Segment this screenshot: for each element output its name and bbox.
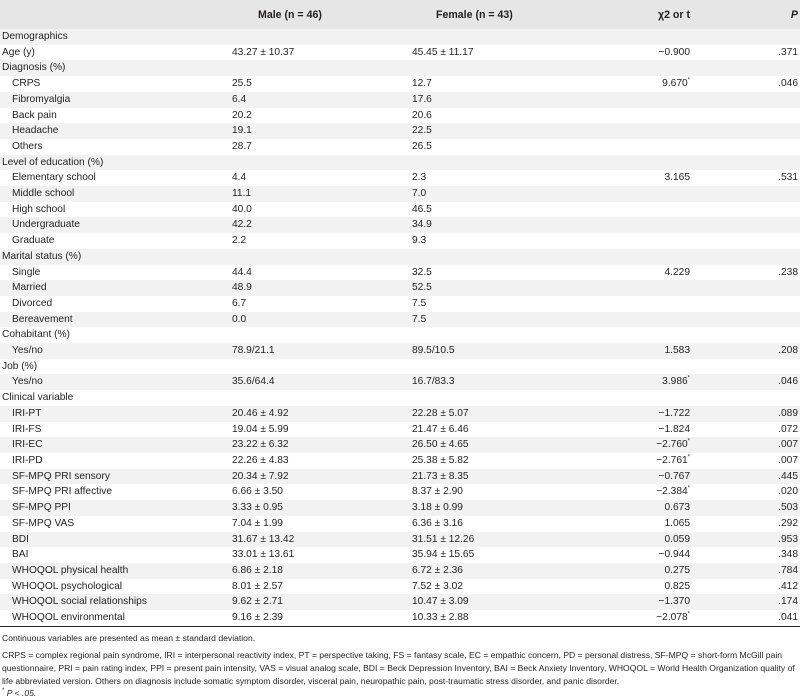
row-label: Undergraduate bbox=[0, 217, 228, 233]
row-label: Job (%) bbox=[2, 360, 38, 372]
row-label: Marital status (%) bbox=[0, 249, 228, 265]
cell-p-value bbox=[698, 139, 800, 155]
cell-p-value bbox=[698, 390, 800, 406]
row-label: SF-MPQ VAS bbox=[12, 517, 75, 529]
row-label: Married bbox=[0, 280, 228, 296]
cell-male: 28.7 bbox=[232, 140, 252, 152]
row-label: SF-MPQ PRI sensory bbox=[0, 469, 228, 485]
row-label: IRI-PT bbox=[0, 406, 228, 422]
cell-male bbox=[228, 390, 388, 406]
table-row bbox=[0, 280, 800, 296]
table-row bbox=[0, 76, 800, 92]
row-label: CRPS bbox=[12, 78, 41, 90]
row-label: Age (y) bbox=[2, 46, 35, 58]
cell-p-value: .503 bbox=[698, 500, 800, 516]
significance-mark: * bbox=[687, 486, 690, 492]
cell-statistic bbox=[564, 155, 698, 171]
cell-p-value bbox=[698, 60, 800, 76]
row-label: Single bbox=[12, 266, 41, 278]
cell-female: 31.51 ± 12.26 bbox=[388, 532, 564, 548]
footnote-text: P < .05. bbox=[6, 688, 37, 699]
table-row bbox=[0, 202, 800, 218]
cell-female: 10.47 ± 3.09 bbox=[388, 594, 564, 610]
cell-statistic bbox=[564, 92, 698, 108]
cell-statistic bbox=[564, 233, 698, 249]
header-male: Male (n = 46) bbox=[228, 0, 388, 29]
table-row bbox=[0, 170, 800, 186]
cell-statistic bbox=[564, 280, 698, 296]
row-label: Others bbox=[12, 140, 43, 152]
cell-p-value bbox=[698, 233, 800, 249]
row-label: Level of education (%) bbox=[0, 155, 228, 171]
table-row bbox=[0, 249, 800, 265]
row-label: IRI-PD bbox=[12, 454, 43, 466]
cell-p-value bbox=[698, 186, 800, 202]
cell-statistic: 4.229 bbox=[664, 266, 690, 278]
cell-male: 11.1 bbox=[228, 186, 388, 202]
row-label: Graduate bbox=[12, 235, 55, 247]
cell-female: 89.5/10.5 bbox=[388, 343, 564, 359]
cell-male: 33.01 ± 13.61 bbox=[232, 549, 295, 561]
cell-p-value bbox=[698, 108, 800, 124]
row-label: Fibromyalgia bbox=[0, 92, 228, 108]
cell-statistic: −0.767 bbox=[564, 469, 698, 485]
row-label: Yes/no bbox=[0, 343, 228, 359]
table-row bbox=[0, 610, 800, 626]
cell-female bbox=[388, 327, 564, 343]
row-label: WHOQOL psychological bbox=[12, 580, 123, 592]
cell-female: 25.38 ± 5.82 bbox=[412, 454, 469, 466]
table-row bbox=[0, 45, 800, 61]
cell-statistic: −2.761* bbox=[656, 454, 690, 466]
cell-statistic: 1.065 bbox=[664, 517, 690, 529]
cell-female: 26.5 bbox=[412, 140, 432, 152]
cell-p-value: .292 bbox=[778, 517, 798, 529]
cell-p-value: .445 bbox=[698, 469, 800, 485]
cell-statistic: 1.583 bbox=[564, 343, 698, 359]
cell-statistic: −0.944 bbox=[658, 549, 690, 561]
table-row bbox=[0, 563, 800, 579]
cell-statistic bbox=[564, 123, 698, 139]
table-row bbox=[0, 374, 800, 390]
cell-male bbox=[228, 249, 388, 265]
table-row bbox=[0, 547, 800, 563]
table-row bbox=[0, 265, 800, 281]
table-row bbox=[0, 359, 800, 375]
cell-female: 7.5 bbox=[388, 312, 564, 328]
cell-male: 20.46 ± 4.92 bbox=[228, 406, 388, 422]
cell-p-value: .412 bbox=[778, 580, 798, 592]
cell-statistic: 0.275 bbox=[564, 563, 698, 579]
cell-p-value bbox=[698, 296, 800, 312]
row-label: BDI bbox=[0, 532, 228, 548]
row-label: Cohabitant (%) bbox=[2, 329, 70, 341]
table-row bbox=[0, 327, 800, 343]
cell-male: 20.2 bbox=[232, 109, 252, 121]
row-label: Headache bbox=[0, 123, 228, 139]
cell-male: 9.62 ± 2.71 bbox=[228, 594, 388, 610]
cell-female: 22.5 bbox=[388, 123, 564, 139]
table-row bbox=[0, 217, 800, 233]
row-label: Clinical variable bbox=[2, 392, 74, 404]
cell-p-value: .020 bbox=[778, 486, 798, 498]
cell-p-value bbox=[698, 92, 800, 108]
cell-p-value: .041 bbox=[778, 612, 798, 624]
cell-female: 2.3 bbox=[412, 172, 427, 184]
row-label: WHOQOL physical health bbox=[0, 563, 228, 579]
significance-mark: * bbox=[687, 454, 690, 461]
row-label: Yes/no bbox=[0, 374, 228, 390]
cell-female bbox=[388, 390, 564, 406]
cell-male: 6.66 ± 3.50 bbox=[232, 486, 283, 498]
cell-female: 6.72 ± 2.36 bbox=[388, 563, 564, 579]
table-row bbox=[0, 516, 800, 532]
cell-male: 9.16 ± 2.39 bbox=[232, 612, 283, 624]
cell-statistic bbox=[564, 60, 698, 76]
cell-male: 25.5 bbox=[232, 78, 252, 90]
cell-statistic: 3.986* bbox=[564, 374, 698, 390]
cell-male: 8.01 ± 2.57 bbox=[232, 580, 283, 592]
cell-p-value bbox=[698, 217, 800, 233]
table-row bbox=[0, 29, 800, 45]
cell-female: 32.5 bbox=[412, 266, 432, 278]
row-label: Back pain bbox=[12, 109, 57, 121]
table-row bbox=[0, 296, 800, 312]
table-notes bbox=[0, 627, 800, 700]
row-label: Diagnosis (%) bbox=[0, 60, 228, 76]
significance-mark: * bbox=[687, 611, 690, 618]
cell-male: 6.86 ± 2.18 bbox=[228, 563, 388, 579]
cell-female: 9.3 bbox=[412, 235, 427, 247]
cell-p-value: .007 bbox=[698, 437, 800, 453]
table-row bbox=[0, 579, 800, 595]
cell-statistic: −1.824 bbox=[658, 423, 690, 435]
header-statistic: χ2 or t bbox=[564, 0, 698, 29]
table-row bbox=[0, 155, 800, 171]
cell-male: 4.4 bbox=[232, 172, 247, 184]
row-label: Middle school bbox=[0, 186, 228, 202]
cell-female: 52.5 bbox=[388, 280, 564, 296]
row-label: Elementary school bbox=[12, 172, 96, 184]
cell-statistic: 3.165 bbox=[664, 172, 690, 184]
cell-male: 48.9 bbox=[228, 280, 388, 296]
table-row bbox=[0, 60, 800, 76]
cell-statistic: 0.059 bbox=[564, 532, 698, 548]
cell-female bbox=[388, 249, 564, 265]
cell-female: 21.47 ± 6.46 bbox=[412, 423, 469, 435]
table-body bbox=[0, 29, 800, 626]
header-p-value: P bbox=[698, 0, 800, 29]
cell-statistic: −1.370 bbox=[564, 594, 698, 610]
cell-statistic: 0.673 bbox=[564, 500, 698, 516]
table-row bbox=[0, 92, 800, 108]
table-row bbox=[0, 390, 800, 406]
cell-male: 6.7 bbox=[232, 297, 247, 309]
cell-female bbox=[388, 29, 564, 45]
table-row bbox=[0, 233, 800, 249]
cell-female: 45.45 ± 11.17 bbox=[412, 46, 474, 58]
row-label: Bereavement bbox=[0, 312, 228, 328]
row-label: SF-MPQ PPI bbox=[0, 500, 228, 516]
table-row bbox=[0, 594, 800, 610]
cell-male: 35.6/64.4 bbox=[228, 374, 388, 390]
table-row bbox=[0, 453, 800, 469]
row-label: Divorced bbox=[12, 297, 53, 309]
row-label: WHOQOL environmental bbox=[12, 612, 125, 624]
cell-p-value bbox=[698, 249, 800, 265]
cell-p-value: .174 bbox=[698, 594, 800, 610]
cell-female: 7.5 bbox=[412, 297, 427, 309]
cell-male: 44.4 bbox=[232, 266, 252, 278]
cell-male: 19.04 ± 5.99 bbox=[232, 423, 289, 435]
significance-mark: * bbox=[687, 77, 690, 84]
row-label: WHOQOL social relationships bbox=[0, 594, 228, 610]
cell-statistic bbox=[564, 139, 698, 155]
cell-female: 7.0 bbox=[388, 186, 564, 202]
cell-male: 43.27 ± 10.37 bbox=[232, 46, 295, 58]
row-label: Demographics bbox=[0, 29, 228, 45]
cell-male bbox=[228, 60, 388, 76]
cell-statistic: −2.384* bbox=[656, 486, 690, 498]
table-row bbox=[0, 186, 800, 202]
cell-statistic bbox=[564, 327, 698, 343]
cell-p-value: .348 bbox=[778, 549, 798, 561]
cell-p-value bbox=[698, 155, 800, 171]
cell-male: 78.9/21.1 bbox=[228, 343, 388, 359]
cell-statistic: −0.900 bbox=[658, 46, 690, 58]
cell-p-value: .046 bbox=[698, 374, 800, 390]
cell-p-value: .953 bbox=[698, 532, 800, 548]
cell-male: 19.1 bbox=[228, 123, 388, 139]
cell-p-value: .007 bbox=[778, 454, 798, 466]
cell-female bbox=[388, 155, 564, 171]
cell-statistic: 0.825 bbox=[664, 580, 690, 592]
table-row bbox=[0, 123, 800, 139]
significance-mark: * bbox=[687, 376, 690, 383]
cell-female: 46.5 bbox=[412, 203, 432, 215]
cell-female: 20.6 bbox=[412, 109, 432, 121]
cell-male bbox=[228, 29, 388, 45]
cell-male: 22.26 ± 4.83 bbox=[232, 454, 289, 466]
cell-statistic bbox=[564, 29, 698, 45]
cell-female: 34.9 bbox=[388, 217, 564, 233]
cell-male: 23.22 ± 6.32 bbox=[228, 437, 388, 453]
cell-statistic bbox=[564, 202, 698, 218]
cell-female: 12.7 bbox=[412, 78, 432, 90]
cell-statistic bbox=[564, 390, 698, 406]
cell-statistic bbox=[564, 108, 698, 124]
cell-male: 7.04 ± 1.99 bbox=[232, 517, 283, 529]
cell-statistic bbox=[564, 249, 698, 265]
cell-statistic bbox=[564, 359, 698, 375]
cell-statistic bbox=[564, 186, 698, 202]
cell-p-value bbox=[698, 29, 800, 45]
header-female: Female (n = 43) bbox=[388, 0, 564, 29]
cell-statistic bbox=[564, 312, 698, 328]
cell-p-value bbox=[698, 312, 800, 328]
cell-p-value: .208 bbox=[698, 343, 800, 359]
row-label: BAI bbox=[12, 549, 29, 561]
row-label: SF-MPQ PRI affective bbox=[12, 486, 113, 498]
cell-statistic: −2.078* bbox=[656, 611, 690, 624]
cell-p-value bbox=[698, 280, 800, 296]
cell-female: 26.50 ± 4.65 bbox=[388, 437, 564, 453]
cell-female: 6.36 ± 3.16 bbox=[412, 517, 463, 529]
table-row bbox=[0, 500, 800, 516]
cell-statistic: −1.722 bbox=[564, 406, 698, 422]
cell-male bbox=[228, 359, 388, 375]
cell-female: 17.6 bbox=[388, 92, 564, 108]
table-row bbox=[0, 312, 800, 328]
table-row bbox=[0, 484, 800, 500]
cell-female: 3.18 ± 0.99 bbox=[388, 500, 564, 516]
cell-female: 16.7/83.3 bbox=[388, 374, 564, 390]
cell-p-value bbox=[698, 202, 800, 218]
row-label: IRI-FS bbox=[12, 423, 42, 435]
cell-male bbox=[228, 327, 388, 343]
cell-female bbox=[388, 359, 564, 375]
cell-male: 6.4 bbox=[228, 92, 388, 108]
cell-male: 40.0 bbox=[232, 203, 252, 215]
table-row bbox=[0, 108, 800, 124]
cell-female: 21.73 ± 8.35 bbox=[388, 469, 564, 485]
cell-male: 31.67 ± 13.42 bbox=[228, 532, 388, 548]
cell-female bbox=[388, 60, 564, 76]
row-label: High school bbox=[12, 203, 66, 215]
table-row bbox=[0, 469, 800, 485]
table-row bbox=[0, 422, 800, 438]
cell-male: 2.2 bbox=[232, 235, 247, 247]
cell-p-value: .089 bbox=[698, 406, 800, 422]
table-row bbox=[0, 406, 800, 422]
cell-female: 35.94 ± 15.65 bbox=[412, 549, 475, 561]
cell-female: 22.28 ± 5.07 bbox=[388, 406, 564, 422]
cell-p-value: .046 bbox=[778, 78, 798, 90]
table-header-row bbox=[0, 0, 800, 29]
cell-male bbox=[228, 155, 388, 171]
table-row bbox=[0, 437, 800, 453]
cell-statistic bbox=[564, 217, 698, 233]
cell-female: 10.33 ± 2.88 bbox=[412, 612, 469, 624]
note-continuous: Continuous variables are presented as mean ± standard deviation. bbox=[2, 632, 256, 643]
table-row bbox=[0, 139, 800, 155]
cell-p-value bbox=[698, 327, 800, 343]
cell-p-value: .072 bbox=[778, 423, 798, 435]
cell-male: 42.2 bbox=[228, 217, 388, 233]
cell-p-value: .371 bbox=[778, 46, 798, 58]
footnote-mark: * bbox=[2, 688, 5, 695]
cell-female: 8.37 ± 2.90 bbox=[412, 486, 463, 498]
cell-male: 0.0 bbox=[228, 312, 388, 328]
cell-p-value: .238 bbox=[778, 266, 798, 278]
header-label bbox=[0, 0, 228, 29]
cell-p-value: .784 bbox=[698, 563, 800, 579]
cell-p-value bbox=[698, 123, 800, 139]
cell-statistic: −2.760* bbox=[564, 437, 698, 453]
cell-p-value: .531 bbox=[778, 172, 798, 184]
cell-p-value bbox=[698, 359, 800, 375]
table-row bbox=[0, 532, 800, 548]
cell-male: 3.33 ± 0.95 bbox=[228, 500, 388, 516]
table-row bbox=[0, 343, 800, 359]
cell-male: 20.34 ± 7.92 bbox=[228, 469, 388, 485]
significance-mark: * bbox=[687, 438, 690, 445]
row-label: IRI-EC bbox=[0, 437, 228, 453]
note-abbreviations: CRPS = complex regional pain syndrome, IRI = interpersonal reactivity index, PT = perspective taking, FS = fantasy scale, EC = empathic concern, PD = personal distress, SF-MPQ = short-form McGill pain questionnaire, PRI = pain rating index, PPI = present pain intensity, VAS = visual analog scale, BDI = Beck Depression Inventory, BAI = Beck Anxiety Inventory, WHOQOL = World Health Organization quality of life abbreviated version. Others on diagnosis include somatic symptom disorder, visceral pain, neuropathic pain, post-traumatic stress disorder, and panic disorder. bbox=[2, 650, 795, 686]
cell-statistic bbox=[564, 296, 698, 312]
cell-female: 7.52 ± 3.02 bbox=[412, 580, 463, 592]
cell-statistic: 9.670* bbox=[662, 77, 690, 90]
